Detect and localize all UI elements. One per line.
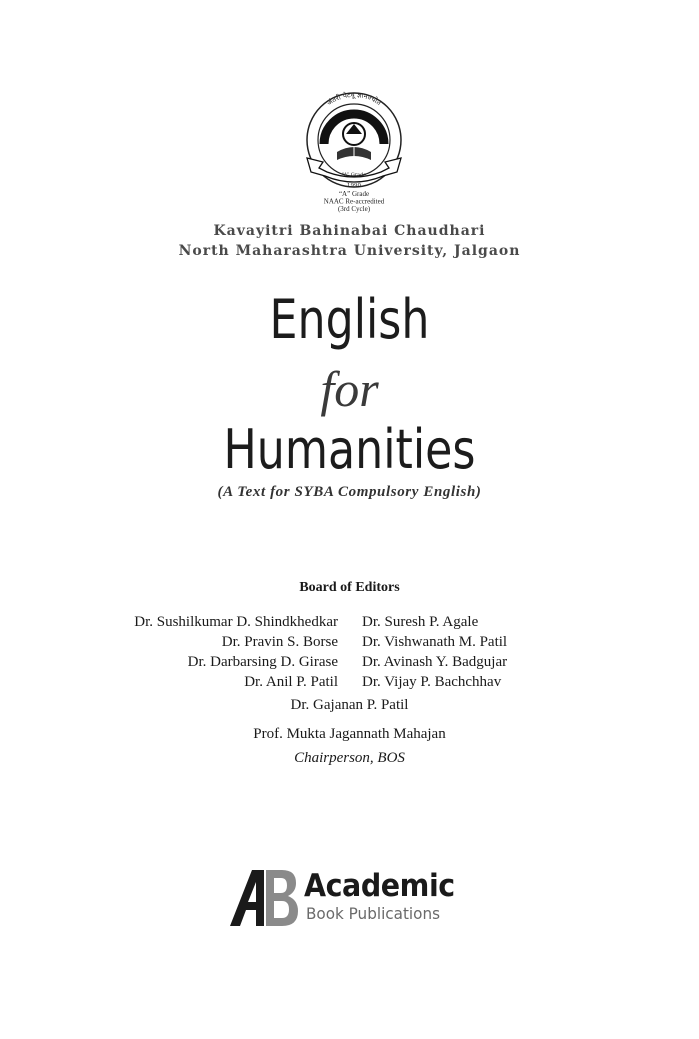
editor-name: Dr. Avinash Y. Badgujar <box>362 654 508 670</box>
editor-name: Dr. Suresh P. Agale <box>362 614 479 630</box>
editor-name: Dr. Pravin S. Borse <box>221 634 338 650</box>
book-title-for: for <box>320 361 379 417</box>
editor-name: Dr. Gajanan P. Patil <box>290 697 409 713</box>
emblem-grade: “A” Grade <box>338 190 370 198</box>
university-emblem <box>299 88 409 216</box>
chairperson-name: Prof. Mukta Jagannath Mahajan <box>253 726 446 742</box>
editor-name: Dr. Sushilkumar D. Shindkhedkar <box>134 614 338 630</box>
editor-name: Dr. Vishwanath M. Patil <box>362 634 508 650</box>
publisher-subname: Book Publications <box>306 904 440 923</box>
university-name-line1: Kavayitri Bahinabai Chaudhari <box>213 223 486 239</box>
emblem-naac: NAAC Re-accredited <box>323 197 385 206</box>
chairperson-role: Chairperson, BOS <box>294 750 405 766</box>
editor-name: Dr. Vijay P. Bachchhav <box>362 674 502 690</box>
publisher-name: Academic <box>304 868 455 904</box>
svg-text:अंतरी पेटवू ज्ञानज्योत <box>325 90 383 107</box>
emblem-ribbon-text: “A” Grade <box>341 172 367 178</box>
emblem-arc-text: अंतरी पेटवू ज्ञानज्योत <box>325 90 383 108</box>
book-subtitle: (A Text for SYBA Compulsory English) <box>217 484 482 500</box>
publisher-logo-icon <box>230 868 298 928</box>
editor-name: Dr. Darbarsing D. Girase <box>187 654 338 670</box>
emblem-cycle: (3rd Cycle) <box>337 205 371 213</box>
editor-name: Dr. Anil P. Patil <box>244 674 338 690</box>
book-title-humanities: Humanities <box>223 418 476 481</box>
university-name-line2: North Maharashtra University, Jalgaon <box>178 243 521 259</box>
book-title-english: English <box>269 288 430 351</box>
emblem-year: 1990 <box>347 183 361 189</box>
board-of-editors-heading: Board of Editors <box>299 580 400 595</box>
